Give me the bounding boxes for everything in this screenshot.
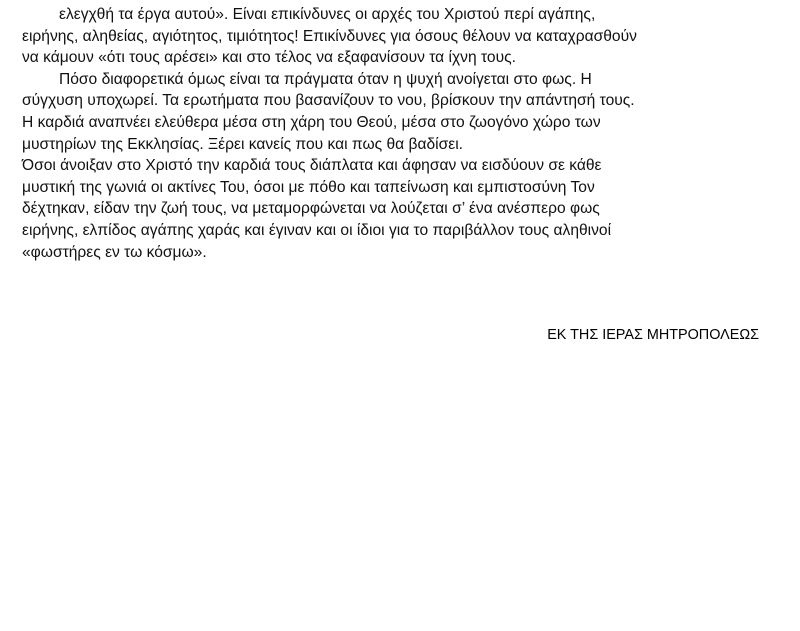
paragraph-line: Όσοι άνοιξαν στο Χριστό την καρδιά τους διάπλατα και άφησαν να εισδύουν σε κάθε [22, 157, 602, 175]
paragraph-line: Πόσο διαφορετικά όμως είναι τα πράγματα όταν η ψυχή ανοίγεται στο φως. Η [59, 70, 592, 88]
paragraph-1 [22, 4, 782, 69]
paragraph-line: «φωστήρες εν τω κόσμω». [22, 243, 207, 261]
paragraph-3 [22, 155, 782, 263]
paragraph-line: Η καρδιά αναπνέει ελεύθερα μέσα στη χάρη του Θεού, μέσα στο ζωογόνο χώρο των [22, 113, 601, 131]
paragraph-line: δέχτηκαν, είδαν την ζωή τους, να μεταμορφώνεται να λούζεται σ’ ένα ανέσπερο φως [22, 200, 600, 218]
paragraph-line: ελεγχθή τα έργα αυτού». Είναι επικίνδυνες οι αρχές του Χριστού περί αγάπης, [59, 6, 596, 23]
paragraph-line: ειρήνης, αληθείας, αγιότητος, τιμιότητος! Επικίνδυνες για όσους θέλουν να καταχρασθούν [22, 27, 637, 45]
signature-line: ΕΚ ΤΗΣ ΙΕΡΑΣ ΜΗΤΡΟΠΟΛΕΩΣ [547, 327, 759, 343]
document-body [22, 4, 782, 263]
paragraph-line: μυστηρίων της Εκκλησίας. Ξέρει κανείς που και πως θα βαδίσει. [22, 135, 463, 153]
paragraph-line: σύγχυση υποχωρεί. Τα ερωτήματα που βασανίζουν το νου, βρίσκουν την απάντησή τους. [22, 92, 635, 110]
paragraph-line: ειρήνης, ελπίδος αγάπης χαράς και έγιναν και οι ίδιοι για το παριβάλλον τους αληθινοί [22, 221, 612, 239]
paragraph-line: μυστική της γωνιά οι ακτίνες Του, όσοι με πόθο και ταπείνωση και εμπιστοσύνη Τον [22, 178, 595, 196]
paragraph-2 [22, 69, 782, 155]
paragraph-line: να κάμουν «ότι τους αρέσει» και στο τέλος να εξαφανίσουν τα ίχνη τους. [22, 49, 516, 67]
